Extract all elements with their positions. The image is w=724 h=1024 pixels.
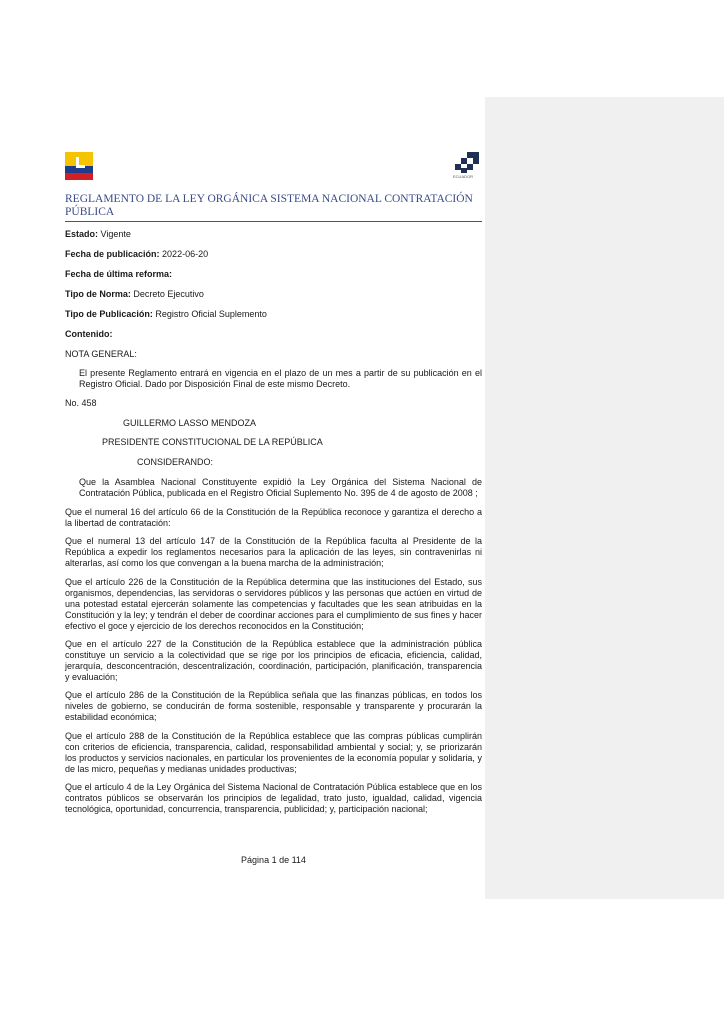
lexis-logo-icon — [453, 152, 479, 180]
fecha-publicacion-label: Fecha de publicación: — [65, 249, 160, 259]
cargo: PRESIDENTE CONSTITUCIONAL DE LA REPÚBLICA — [102, 437, 323, 447]
firmante: GUILLERMO LASSO MENDOZA — [123, 418, 257, 428]
estado-value: Vigente — [100, 229, 131, 239]
contenido-label: Contenido: — [65, 329, 113, 339]
nota-text: El presente Reglamento entrará en vigencia en el plazo de un mes a partir de su publicación en el Registro Oficial. Dado por Disposición Final de este mismo Decreto. — [79, 368, 482, 389]
paragraph-1: Que la Asamblea Nacional Constituyente expidió la Ley Orgánica del Sistema Nacional de Contratación Pública, publicada en el Registro Oficial Suplemento No. 395 de 4 de agosto de 2008 ; — [79, 477, 482, 498]
flag-logo-icon — [65, 152, 93, 180]
tipo-publicacion-value: Registro Oficial Suplemento — [155, 309, 267, 319]
paragraph-5: Que en el artículo 227 de la Constitución de la República establece que la administración pública constituye un servicio a la colectividad que se rige por los principios de eficacia, eficiencia, calidad, jerarquía, desconcentración, descentralización, coordinación, participación, planificación, transparencia y evaluación; — [65, 639, 482, 682]
logo-right-text: ECUADOR — [453, 174, 474, 179]
fecha-publicacion-line — [65, 249, 208, 260]
tipo-publicacion-line — [65, 309, 267, 320]
tipo-norma-label: Tipo de Norma: — [65, 289, 131, 299]
contenido-line — [65, 329, 113, 340]
paragraph-2: Que el numeral 16 del artículo 66 de la Constitución de la República reconoce y garantiza el derecho a la libertad de contratación: — [65, 507, 482, 528]
paragraph-8: Que el artículo 4 de la Ley Orgánica del Sistema Nacional de Contratación Pública establece que en los contratos públicos se observarán los principios de legalidad, trato justo, igualdad, calidad, vigencia tecnológica, oportunidad, concurrencia, transparencia, publicidad; y, participación nacional; — [65, 782, 482, 814]
paragraph-3: Que el numeral 13 del artículo 147 de la Constitución de la República faculta al Presidente de la República a expedir los reglamentos necesarios para la aplicación de las leyes, sin contravenirlas ni alterarlas, así como los que convengan a la buena marcha de la administración; — [65, 536, 482, 568]
document-title: REGLAMENTO DE LA LEY ORGÁNICA SISTEMA NACIONAL CONTRATACIÓN PÚBLICA — [65, 193, 482, 222]
paragraph-6: Que el artículo 286 de la Constitución de la República señala que las finanzas públicas, en todos los niveles de gobierno, se conducirán de forma sostenible, responsable y transparente y procurarán la estabilidad económica; — [65, 690, 482, 722]
fecha-publicacion-value: 2022-06-20 — [162, 249, 209, 259]
considerando-heading: CONSIDERANDO: — [137, 457, 214, 467]
tipo-publicacion-label: Tipo de Publicación: — [65, 309, 153, 319]
page-footer: Página 1 de 114 — [241, 855, 306, 865]
fecha-reforma-line — [65, 269, 172, 280]
estado-line — [65, 229, 131, 240]
paragraph-7: Que el artículo 288 de la Constitución de la República establece que las compras públicas cumplirán con criterios de eficiencia, transparencia, calidad, responsabilidad ambiental y social; y, se priorizarán los productos y servicios nacionales, en particular los provenientes de la economía popular y solidaria, y de las micro, pequeñas y medianas unidades productivas; — [65, 731, 482, 774]
paragraph-4: Que el artículo 226 de la Constitución de la República determina que las instituciones del Estado, sus organismos, dependencias, las servidoras o servidores públicos y las personas que actúen en virtud de una potestad estatal ejercerán solamente las competencias y facultades que les sean atribuidas en la Constitución y la ley; y tendrán el deber de coordinar acciones para el cumplimiento de sus fines y hacer efectivo el goce y ejercicio de los derechos reconocidos en la Constitución; — [65, 577, 482, 631]
nota-general: NOTA GENERAL: — [65, 349, 137, 359]
tipo-norma-line — [65, 289, 204, 300]
tipo-norma-value: Decreto Ejecutivo — [133, 289, 204, 299]
decreto-numero: No. 458 — [65, 398, 97, 408]
estado-label: Estado: — [65, 229, 99, 239]
comment-pane — [485, 97, 724, 899]
fecha-reforma-label: Fecha de última reforma: — [65, 269, 173, 279]
